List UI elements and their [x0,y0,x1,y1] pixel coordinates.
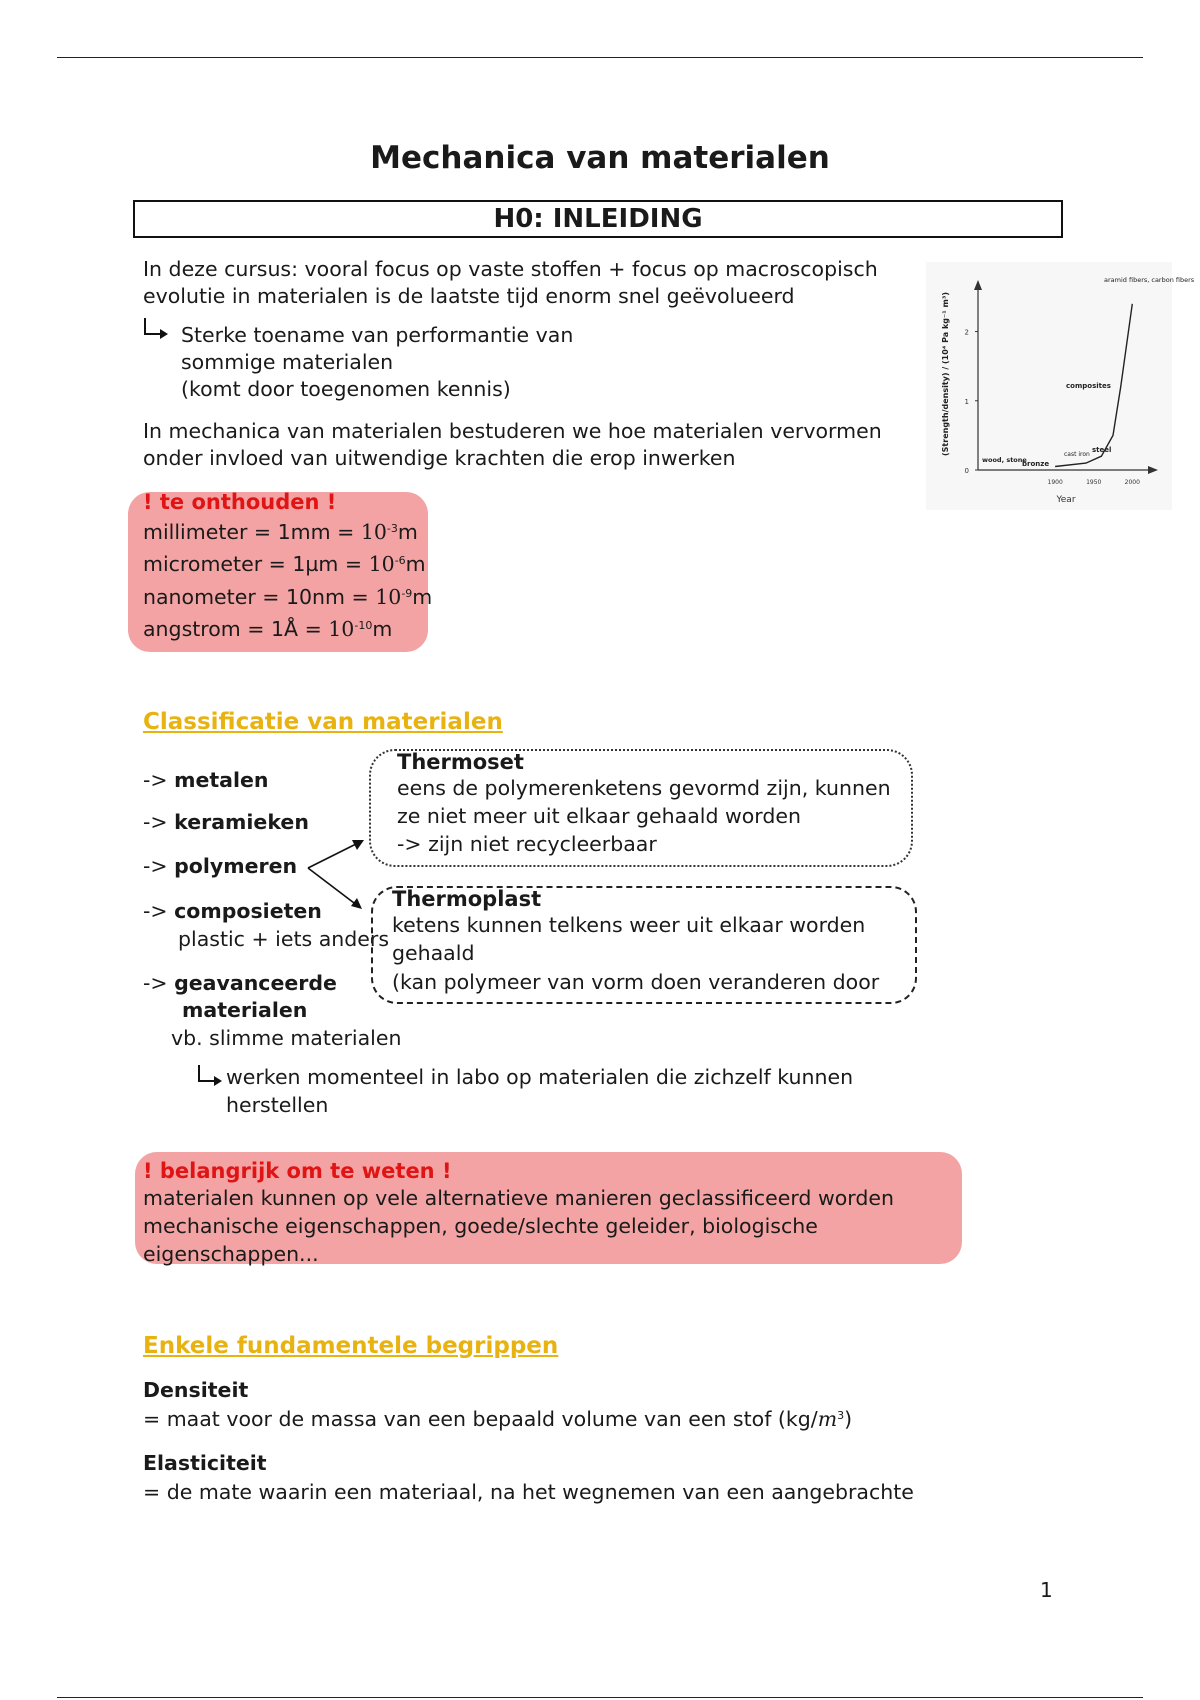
important-line-3: eigenschappen... [143,1242,319,1266]
unit-exponent: -9 [401,587,413,600]
class-item-geavanceerde-line-2: materialen [182,998,308,1022]
annotation-label: aramid fibers, carbon fibers [1104,276,1195,284]
chart-background [926,262,1172,510]
x-axis-label: Year [1056,495,1076,505]
important-header: ! belangrijk om te weten ! [143,1159,452,1183]
x-tick-label: 1900 [1047,479,1063,486]
mechanics-line-2: onder invloed van uitwendige krachten die erop inwerken [143,446,736,470]
unit-symbol: m [817,1407,838,1431]
intro-line-1: In deze cursus: vooral focus op vaste stoffen + focus op macroscopisch [143,257,878,281]
intro-arrow-line-3: (komt door toegenomen kennis) [181,377,511,401]
thermoset-line-3: -> zijn niet recycleerbaar [397,832,657,856]
page-number: 1 [1040,1578,1053,1602]
arrow-prefix: -> [143,854,168,878]
unit-exponent: -10 [354,619,373,632]
densiteit-title: Densiteit [143,1378,249,1402]
arrow-prefix: -> [143,810,168,834]
annotation-label: wood, stone [982,456,1027,464]
class-item-geavanceerde [143,970,337,997]
fundamentals-heading: Enkele fundamentele begrippen [143,1333,559,1359]
composieten-description: plastic + iets anders [178,927,389,951]
intro-line-2: evolutie in materialen is de laatste tijd enorm snel geëvolueerd [143,284,795,308]
unit-row-nanometer [143,584,432,611]
elasticiteit-definition: = de mate waarin een materiaal, na het wegnemen van een aangebrachte [143,1480,914,1504]
important-line-1: materialen kunnen op vele alternatieve manieren geclassificeerd worden [143,1186,894,1210]
unit-suffix: m [405,552,426,576]
thermoset-line-1: eens de polymerenketens gevormd zijn, kunnen [397,776,891,800]
x-tick-label: 2000 [1124,479,1140,486]
item-label: polymeren [174,854,298,878]
intro-arrow-line-2: sommige materialen [181,350,394,374]
class-item-polymeren [143,853,297,880]
labo-line-2: herstellen [226,1093,329,1117]
annotation-label: bronze [1022,460,1050,468]
thermoplast-line-2: gehaald [392,941,475,965]
class-item-composieten [143,898,322,925]
mechanics-line-1: In mechanica van materialen bestuderen we hoe materialen vervormen [143,419,882,443]
item-label: keramieken [174,810,309,834]
unit-row-angstrom [143,616,392,643]
thermoplast-line-1: ketens kunnen telkens weer uit elkaar worden [392,913,866,937]
elasticiteit-title: Elasticiteit [143,1451,267,1475]
intro-arrow-line-1: Sterke toename van performantie van [181,323,574,347]
densiteit-definition [143,1406,852,1433]
unit-base: 10 [368,552,395,576]
arrow-prefix: -> [143,899,168,923]
unit-row-millimeter [143,519,418,546]
important-line-2: mechanische eigenschappen, goede/slechte geleider, biologische [143,1214,818,1238]
annotation-label: cast iron [1064,451,1090,458]
definition-text: = maat voor de massa van een bepaald volume van een stof (kg/ [143,1407,818,1431]
class-item-metalen [143,767,269,794]
arrow-prefix: -> [143,768,168,792]
thermoset-title: Thermoset [397,750,524,774]
unit-label: angstrom = 1Å = [143,617,329,641]
unit-exponent: 3 [837,1409,845,1422]
class-item-keramieken [143,809,309,836]
y-tick-label: 0 [964,467,969,475]
strength-density-chart [926,262,1195,510]
thermoplast-line-3: (kan polymeer van vorm doen veranderen door [392,970,880,994]
thermoset-line-2: ze niet meer uit elkaar gehaald worden [397,804,801,828]
close-paren: ) [844,1407,853,1431]
remember-header: ! te onthouden ! [143,490,337,514]
y-tick-label: 1 [964,397,969,406]
y-axis-label: (Strength/density) / (10⁴ Pa kg⁻¹ m³) [941,292,950,456]
x-tick-label: 1950 [1086,479,1102,486]
polymeren-branch-arrows [300,830,370,910]
page-title: Mechanica van materialen [370,140,830,176]
bottom-rule [57,1697,1143,1698]
chapter-heading: H0: INLEIDING [133,200,1063,238]
unit-label: nanometer = 10nm = [143,585,376,609]
annotation-label: composites [1066,382,1111,390]
unit-base: 10 [360,520,387,544]
item-label: metalen [174,768,269,792]
item-label: geavanceerde [174,971,337,995]
classification-heading: Classificatie van materialen [143,709,503,735]
annotation-label: steel [1092,446,1112,454]
unit-label: millimeter = 1mm = [143,520,361,544]
unit-base: 10 [328,617,355,641]
item-label: composieten [174,899,322,923]
unit-label: micrometer = 1µm = [143,552,369,576]
thermoplast-title: Thermoplast [392,887,542,911]
return-arrow-icon [194,1063,224,1091]
arrow-prefix: -> [143,971,168,995]
smart-materials-example: vb. slimme materialen [171,1026,402,1050]
unit-exponent: -3 [386,522,398,535]
labo-line-1: werken momenteel in labo op materialen die zichzelf kunnen [226,1065,854,1089]
return-arrow-icon [140,316,170,344]
unit-suffix: m [372,617,393,641]
unit-exponent: -6 [394,554,406,567]
top-rule [57,57,1143,58]
unit-base: 10 [375,585,402,609]
y-tick-label: 2 [964,328,969,337]
unit-suffix: m [412,585,433,609]
unit-row-micrometer [143,551,426,578]
unit-suffix: m [397,520,418,544]
